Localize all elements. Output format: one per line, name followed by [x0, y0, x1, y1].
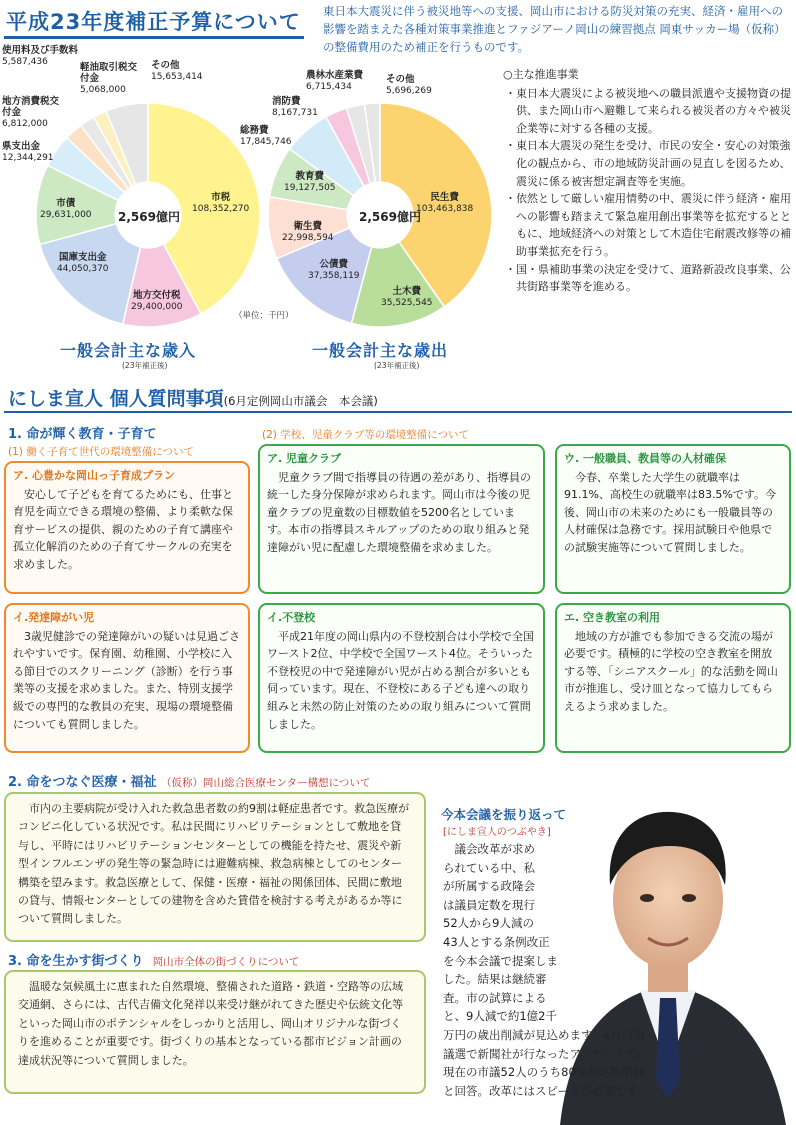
box-text: 3歳児健診での発達障がいの疑いは見過ごされやすいです。保育園、幼稚園、小学校に入る節目でのスクリーニング（診断）を行う事業等の支援を求めました。また、特別支援学級での専門的な教員の充実、現場の環境整備についても質問しました。: [13, 629, 240, 731]
box-title: イ.発達障がい児: [13, 611, 95, 624]
box-title: エ. 空き教室の利用: [564, 611, 661, 624]
policy-list: [503, 66, 791, 296]
expense-label-8: その他 5,696,269: [386, 74, 432, 96]
box-text: 安心して子どもを育てるためにも、仕事と育児を両立できる環境の整備、より柔軟な保育サービスの提供、親のための子育て講座や孤立化解消のための子育てサークルの充実を求めました。: [13, 487, 233, 571]
box-text: 地域の方が誰でも参加できる交流の場が必要です。積極的に学校の空き教室を開放する等、「シニアスクール」的な活動を岡山市が推進し、受け皿となって協力してもらえるよう求めました。: [564, 629, 778, 713]
section-3-box: [4, 970, 426, 1094]
section-3-sub: 岡山市全体の街づくりについて: [152, 956, 300, 968]
expense-label-4: 教育費 19,127,505: [284, 171, 336, 193]
policy-item: ・ 国・県補助事業の決定を受けて、道路新設改良事業、公共街路事業等を進める。: [505, 262, 791, 294]
revenue-label-5: 地方消費税交付金 6,812,000: [2, 96, 60, 129]
expense-caption: 一般会計主な歳出: [312, 341, 449, 360]
revenue-label-3: 市債 29,631,000: [40, 198, 92, 220]
section-1-sub1: (1) 働く子育て世代の環境整備について: [8, 446, 195, 458]
expense-label-1: 土木費 35,525,545: [381, 286, 433, 308]
reflection-title: 今本会議を振り返って: [441, 807, 567, 822]
expense-label-7: 農林水産業費 6,715,434: [306, 70, 364, 92]
box-title: ウ. 一般職員、教員等の人材確保: [564, 452, 727, 465]
question-box-b: [4, 603, 250, 753]
policy-item: ・ 依然として厳しい雇用情勢の中、震災に伴う経済・雇用への影響も踏まえて緊急雇用創出事業等を拡充するとともに、地域経済への対策として木造住宅耐震改修等の補助事業拡充を行う。: [505, 192, 791, 258]
title-underline: [4, 36, 304, 39]
question-box-f: [555, 603, 791, 753]
expense-label-3: 衛生費 22,998,594: [282, 221, 334, 243]
box-title: イ.不登校: [267, 611, 316, 624]
section-3-heading: 3. 命を生かす街づくり 岡山市全体の街づくりについて: [8, 954, 300, 969]
section-2-box: [4, 792, 426, 942]
policy-item: ・ 東日本大震災の発生を受け、市民の安全・安心の対策強化の観点から、市の地域防災計画の見直しを図るため、震災に係る被害想定調査等を実施。: [505, 139, 791, 188]
revenue-label-1: 地方交付税 29,400,000: [131, 290, 183, 312]
page-title: 平成23年度補正予算について: [6, 10, 301, 34]
expense-label-5: 総務費 17,845,746: [240, 125, 292, 147]
revenue-caption: 一般会計主な歳入: [60, 341, 197, 360]
box-title: ア. 児童クラブ: [267, 452, 342, 465]
revenue-label-7: 軽油取引税交付金 5,068,000: [80, 62, 138, 95]
revenue-label-6: 使用料及び手数料 5,587,436: [2, 45, 79, 67]
expense-caption-sub: (23年補正後): [374, 361, 420, 370]
box-text: 今春、卒業した大学生の就職率は91.1%、高校生の就職率は83.5%です。今後、岡山市の未来のためにも一般職員等の人材確保は急務です。採用試験日や他県での試験実施等について質問しました。: [564, 470, 777, 554]
section-2-sub: （仮称）岡山総合医療センター構想について: [161, 777, 371, 789]
reflection-subtitle: [にしま宣人のつぶやき]: [443, 827, 551, 838]
policy-item: ・ 東日本大震災による被災地への職員派遣や支援物資の提供、また岡山市へ避難して来られる被災者の方々や被災企業等に対する各種の支援。: [505, 86, 791, 135]
questions-title: にしま宣人 個人質問事項(6月定例岡山市議会 本会議): [8, 388, 378, 410]
revenue-caption-sub: (23年補正後): [122, 361, 168, 370]
section-2-text: 市内の主要病院が受け入れた救急患者数の約9割は軽症患者です。救急医療がコンビニ化している状況です。私は民間にリハビリテーションとして敷地を貸与し、平時にはリハビリテーションセンターとしての機能を持たせ、震災や新型インフルエンザの発生等の緊急時には避難病棟、救急病棟としてのセンター構築を望みます。救急医療として、保健・医療・福祉の関係団体、民間に敷地の貸与、情報センターとしての建物を含めた賃借を検討する考えがあるか等について質問しました。: [18, 802, 410, 926]
revenue-label-2: 国庫支出金 44,050,370: [57, 252, 109, 274]
question-box-c: [258, 444, 545, 594]
box-text: 児童クラブ間で指導員の待遇の差があり、指導員の統一した身分保障が求められます。岡山市は今後の児童クラブの児童数の目標数値を5200名としています。本市の指導員スキルアップのための取り組みと発達障がい児に配慮した環境整備を求めました。: [267, 470, 531, 554]
section-1-heading: 1. 命が輝く教育・子育て: [8, 427, 157, 442]
box-text: 平成21年度の岡山県内の不登校割合は小学校で全国ワースト2位、中学校で全国ワースト4位。そういった不登校児の中で発達障がい児が占める割合が多いとも伺っています。現在、不登校にある子ども達への取り組みと未然の防止対策のための取り組みについて質問しました。: [267, 629, 534, 731]
question-box-a: [4, 461, 250, 594]
question-box-d: [258, 603, 545, 753]
reflection-text: 議会改革が求められている中、私が所属する政隆会は議員定数を現行52人から9人減の43人とする条例改正を今本会議で提案しました。結果は継続審査。市の試算によると、9人減で約1億2千万円の歳出削減が見込めます。4月の市議選で新聞社が行なったアンケートで、現在の市議52人のうち80%が定数削減と回答。改革にはスピードが必要です。: [443, 842, 650, 1098]
revenue-label-4: 県支出金 12,344,291: [2, 141, 54, 163]
question-box-e: [555, 444, 791, 594]
expense-center-label: 2,569億円: [359, 210, 421, 224]
unit-note: （単位：千円）: [234, 311, 294, 321]
policy-head: ○主な推進事業: [503, 68, 579, 81]
expense-pie-chart: [240, 40, 510, 380]
intro-text: 東日本大震災に伴う被災地等への支援、岡山市における防災対策の充実、経済・雇用への影響を踏まえた各種対策事業推進とファジアーノ岡山の練習拠点 岡東サッカー場（仮称）の整備費用のため補正を行うものです。: [323, 4, 786, 54]
revenue-center-label: 2,569億円: [118, 210, 180, 224]
expense-label-2: 公債費 37,358,119: [308, 259, 360, 281]
section-divider: [4, 411, 792, 413]
expense-label-6: 消防費 8,167,731: [272, 96, 318, 118]
revenue-label-0: 市税 108,352,270: [192, 192, 250, 214]
box-title: ア. 心豊かな岡山っ子育成プラン: [13, 469, 176, 482]
expense-label-0: 民生費 103,463,838: [416, 192, 474, 214]
section-2-heading: 2. 命をつなぐ医療・福祉 （仮称）岡山総合医療センター構想について: [8, 775, 371, 790]
revenue-label-8: その他 15,653,414: [151, 60, 203, 82]
section-1-sub2: (2) 学校、児童クラブ等の環境整備について: [262, 429, 470, 441]
section-3-text: 温暖な気候風土に恵まれた自然環境、整備された道路・鉄道・空路等の広域交通網、さらには、古代吉備文化発祥以来受け継がれてきた歴史や伝統文化等といった岡山市のポテンシャルをしっかりと活用し、岡山オリジナルな街づくりを進めることが重要です。街づくりの基本となっている都市ビジョン計画の達成状況等について質問しました。: [18, 980, 403, 1067]
questions-subtitle: (6月定例岡山市議会 本会議): [223, 394, 378, 408]
